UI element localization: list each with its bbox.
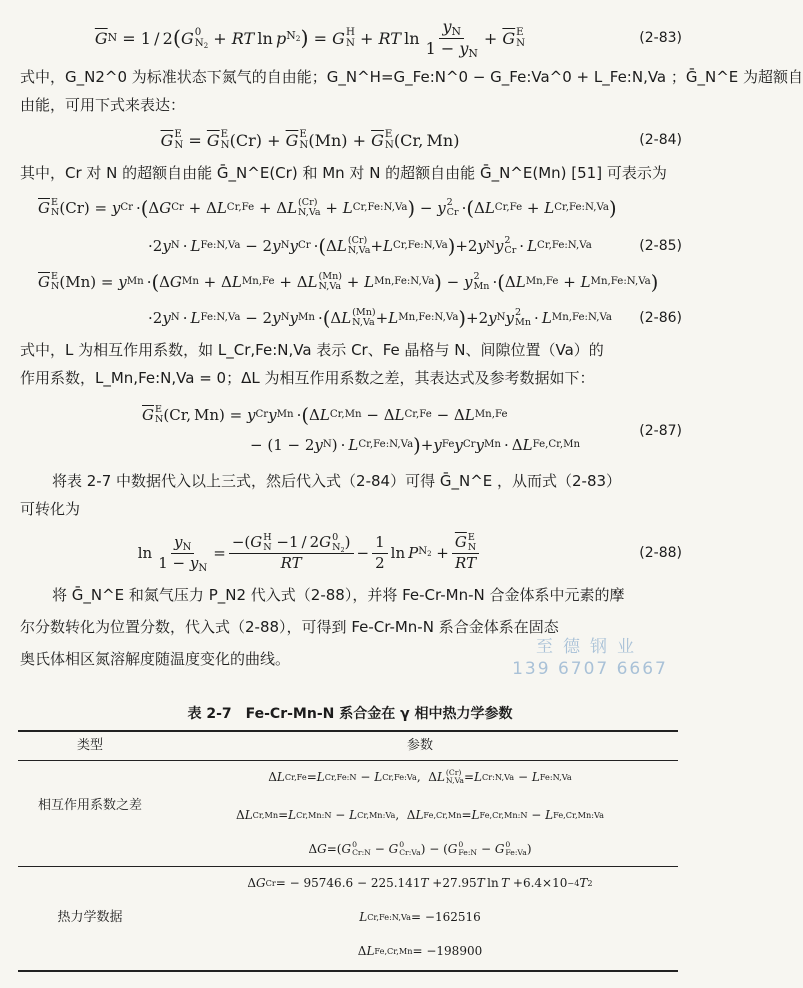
- paragraph-line-8: 将 Ḡ_N^E 和氮气压力 P_N2 代入式（2-88），并将 Fe-Cr-Mn-N 合金体系中元素的摩: [52, 586, 625, 604]
- watermark-company-name: 至德钢业: [536, 637, 644, 657]
- equation-2-85-number: (2-85): [639, 238, 682, 254]
- table-section-rule: [18, 866, 678, 867]
- equation-2-88-formula: ln $\frac{y_N}{1 - y_N}$ = −(G H N −1 / 2G 0 $N_2$ ) RT − $\frac{1}{2}$ ln P $N_2$ + $\overline{G}$ E N RT: [0, 526, 620, 580]
- table-category-thermo: 热力学数据: [57, 910, 123, 925]
- table-param-row: Δ L Cr,Mn = L Cr,Mn:N − L Cr,Mn:Va , Δ L Fe,Cr,Mn = L Fe,Cr,Mn:N − L Fe,Cr,Mn:Va: [236, 808, 604, 822]
- equation-2-87-formula-1: $\overline{G}$ E N (Cr, Mn) = y Cr y Mn · ( Δ L Cr,Mn − Δ L Cr,Fe − Δ L Mn,Fe: [142, 403, 508, 427]
- paragraph-line-9: 尔分数转化为位置分数，代入式（2-88），可得到 Fe-Cr-Mn-N 系合金体系在固态: [20, 618, 559, 636]
- table-header-type: 类型: [76, 738, 103, 753]
- equation-2-86-line-1: [0, 262, 700, 302]
- equation-2-85-formula-2: ·2 y N · L Fe:N,Va − 2 y N y Cr · ( Δ L (Cr) N,Va + L Cr,Fe:N,Va ) +2 y N y 2 Cr · L Cr,Fe:N,Va: [148, 234, 592, 258]
- equation-2-85-line-1: [0, 188, 700, 228]
- equation-2-88: [0, 526, 700, 580]
- equation-2-83-formula: $\overline{G}$ N = 1 / 2 ( G 0 $N_2$ + RT ln p $N_2$ ) = G H N + RT ln $\frac{y_N}{1 - y_N}$ + $\overline{G}$ E N: [94, 16, 526, 60]
- paragraph-line-2: 由能，可用下式来表达：: [20, 96, 186, 114]
- table-param-row: Δ L Fe,Cr,Mn = −198900: [357, 944, 483, 958]
- equation-2-84-formula: $\overline{G}$ E N = $\overline{G}$ E N (Cr) + $\overline{G}$ E N (Mn) + $\overline{G}$ E N (Cr, Mn): [160, 128, 460, 151]
- equation-2-86-formula-1: $\overline{G}$ E N (Mn) = y Mn · ( Δ G Mn + Δ L Mn,Fe + Δ L (Mn) N,Va + L Mn,Fe:N,Va ) − y 2 Mn · ( Δ L Mn,Fe + L Mn,Fe:N,Va ): [38, 270, 659, 294]
- paragraph-line-1: 式中，G_N2^0 为标准状态下氮气的自由能；G_N^H=G_Fe:N^0 − G_Fe:Va^0 + L_Fe:N,Va ；Ḡ_N^E 为超额自: [20, 68, 803, 86]
- table-param-row: L Cr,Fe:N,Va = −162516: [359, 910, 481, 924]
- table-header-rule: [18, 760, 678, 761]
- watermark-phone: 139 6707 6667: [512, 659, 668, 679]
- table-param-row: Δ G Cr = − 95746.6 − 225.141 T +27.95 T ln T +6.4×10 −4 T 2: [247, 876, 593, 890]
- paragraph-line-6: 将表 2-7 中数据代入以上三式，然后代入式（2-84）可得 Ḡ_N^E ，从而式（2-83）: [52, 472, 622, 490]
- table-param-row: Δ L Cr,Fe = L Cr,Fe:N − L Cr,Fe:Va , Δ L (Cr) N,Va = L Cr:N,Va − L Fe:N,Va: [268, 767, 572, 785]
- table-caption: 表 2-7 Fe-Cr-Mn-N 系合金在 γ 相中热力学参数: [187, 706, 513, 722]
- equation-2-88-number: (2-88): [639, 545, 682, 561]
- table-top-rule: [18, 730, 678, 732]
- paragraph-line-4: 式中，L 为相互作用系数，如 L_Cr,Fe:N,Va 表示 Cr、Fe 晶格与 N、间隙位置（Va）的: [20, 341, 604, 359]
- equation-2-87-number: (2-87): [639, 423, 682, 439]
- equation-2-85-line-2: [0, 226, 700, 266]
- equation-2-84: [0, 120, 700, 160]
- equation-2-87-formula-2: − (1 − 2 y N ) · L Cr,Fe:N,Va ) + y Fe y Cr y Mn · Δ L Fe,Cr,Mn: [250, 433, 581, 457]
- equation-2-83: [0, 18, 700, 58]
- table-param-row: Δ G =( G 0 Cr:N − G 0 Cr:Va ) − ( G 0 Fe:N − G 0 Fe:Va ): [308, 839, 532, 857]
- table-header-params: 参数: [406, 738, 433, 753]
- equation-2-85-formula-1: $\overline{G}$ E N (Cr) = y Cr · ( Δ G Cr + Δ L Cr,Fe + Δ L (Cr) N,Va + L Cr,Fe:N,Va ) − y 2 Cr · ( Δ L Cr,Fe + L Cr,Fe:N,Va ): [38, 196, 617, 220]
- paragraph-line-7: 可转化为: [20, 500, 81, 518]
- equation-2-86-number: (2-86): [639, 310, 682, 326]
- paragraph-line-3: 其中，Cr 对 N 的超额自由能 Ḡ_N^E(Cr) 和 Mn 对 N 的超额自由能 Ḡ_N^E(Mn) [51] 可表示为: [20, 164, 667, 182]
- equation-2-84-number: (2-84): [639, 132, 682, 148]
- equation-2-86-line-2: [0, 298, 700, 338]
- watermark: [490, 632, 690, 679]
- table-category-interaction: 相互作用系数之差: [37, 798, 142, 813]
- table-bottom-rule: [18, 970, 678, 972]
- paragraph-line-5: 作用系数，L_Mn,Fe:N,Va = 0；ΔL 为相互作用系数之差，其表达式及参考数据如下：: [20, 369, 595, 387]
- equation-2-86-formula-2: ·2 y N · L Fe:N,Va − 2 y N y Mn · ( Δ L (Mn) N,Va + L Mn,Fe:N,Va ) +2 y N y 2 Mn · L Mn,Fe:N,Va: [148, 306, 612, 330]
- paragraph-line-10: 奥氏体相区氮溶解度随温度变化的曲线。: [20, 650, 291, 668]
- equation-2-87-line-2: [0, 425, 700, 465]
- equation-2-83-number: (2-83): [639, 30, 682, 46]
